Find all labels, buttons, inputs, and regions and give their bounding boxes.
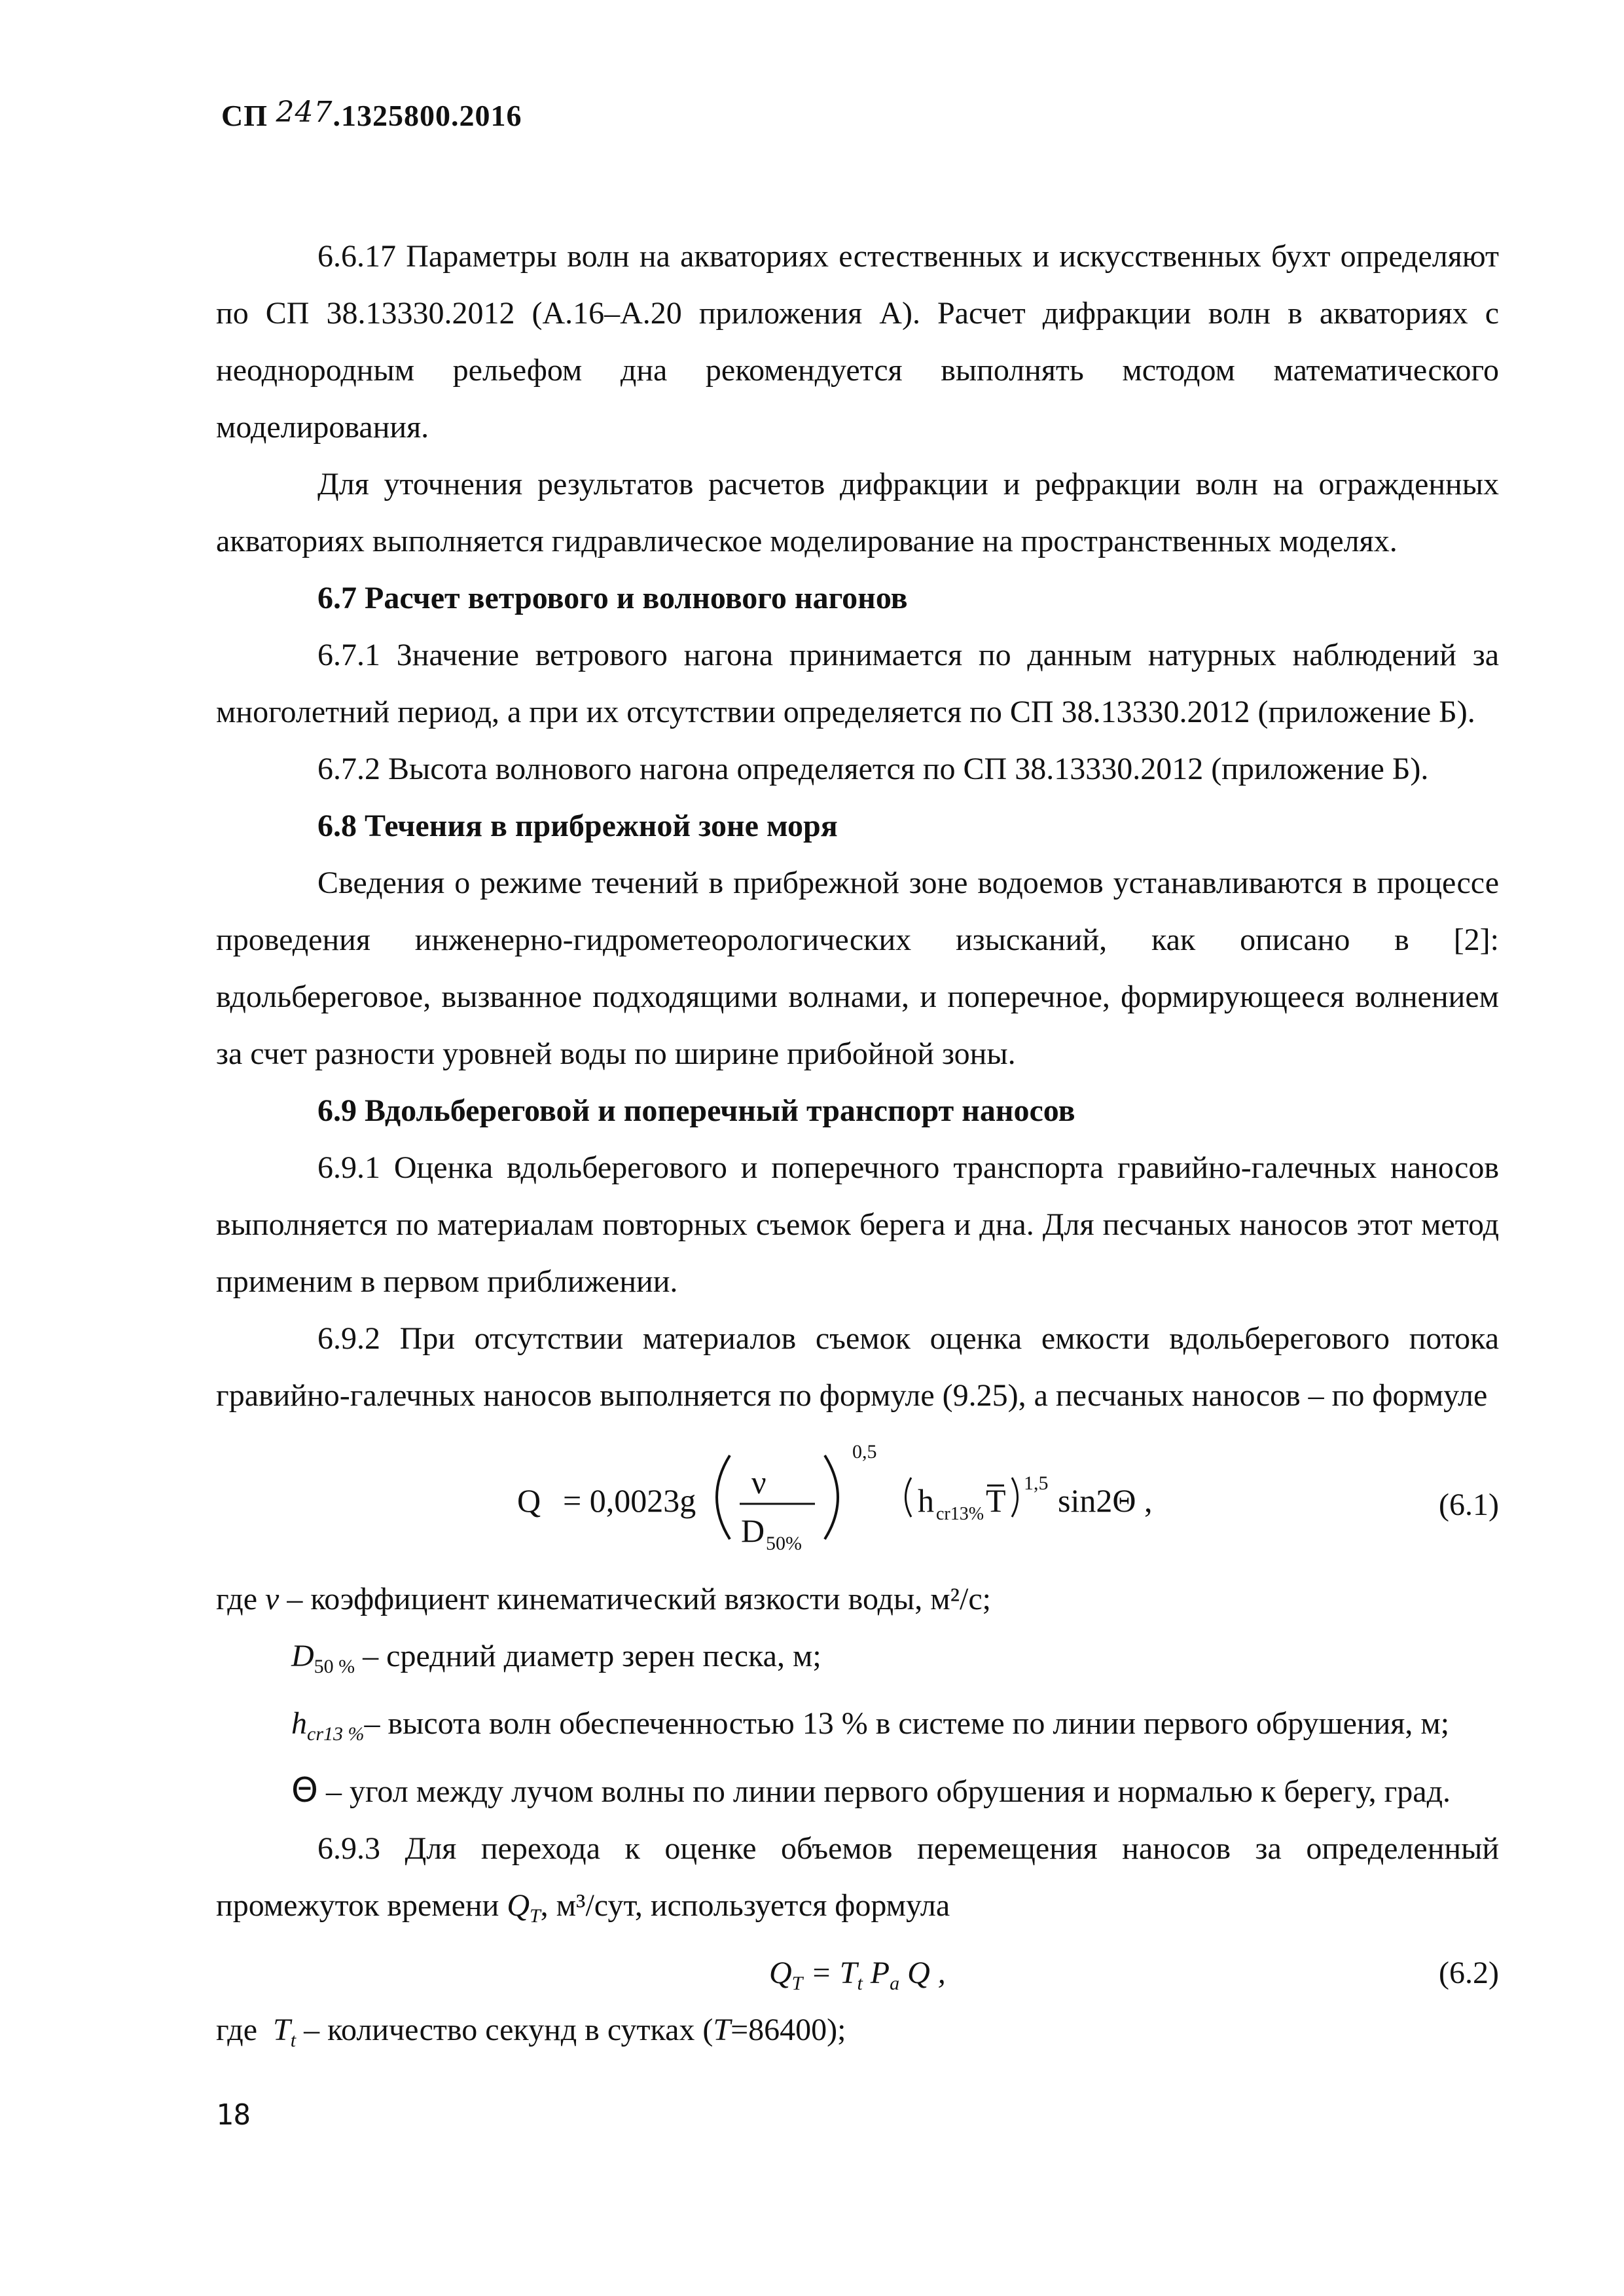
paragraph-6-7-1: 6.7.1 Значение ветрового нагона принимается по данным натурных наблюдений за многолетний период, а при их отсутствии определяется по СП 38.13330.2012 (приложение Б).	[216, 638, 1499, 729]
paragraph-6-9-3-text: 6.9.3 Для перехода к оценке объемов перемещения наносов за определенный промежуток времени	[216, 1831, 1499, 1923]
h-definition: – высота волн обеспеченностью 13 % в системе по линии первого обрушения, м;	[364, 1706, 1450, 1741]
formula-denominator: D	[741, 1512, 765, 1549]
d-symbol: D	[291, 1639, 314, 1673]
qt-symbol: Q	[507, 1888, 530, 1923]
definition-d50	[216, 1628, 1499, 1695]
definition-hcr13	[216, 1695, 1499, 1762]
d-definition: – средний диаметр зерен песка, м;	[355, 1639, 821, 1673]
h-symbol: h	[291, 1706, 307, 1741]
tt-value-symbol: T	[713, 2013, 731, 2047]
section-heading-6-9: 6.9 Вдольбереговой и поперечный транспорт наносов	[317, 1093, 1075, 1128]
formula-coefficient: = 0,0023g	[563, 1482, 696, 1519]
h-left-paren	[906, 1478, 912, 1517]
paragraph-6-9-1: 6.9.1 Оценка вдольберегового и поперечного транспорта гравийно-галечных наносов выполняется по материалам повторных съемок берега и дна. Для песчаных наносов этот метод применим в первом приближении.	[216, 1150, 1499, 1299]
definition-nu	[216, 1571, 1499, 1628]
nu-definition: – коэффициент кинематический вязкости воды, м²/с;	[279, 1582, 991, 1616]
d-subscript: 50 %	[314, 1656, 355, 1677]
paragraph-refinement: Для уточнения результатов расчетов дифракции и рефракции волн на огражденных акваториях выполняется гидравлическое моделирование на пространственных моделях.	[216, 467, 1499, 558]
formula-6-2-number: (6.2)	[1439, 1956, 1499, 1990]
formula-h: h	[918, 1482, 934, 1519]
where-label-2: где	[216, 2013, 258, 2047]
formula-lhs: Q	[517, 1482, 541, 1519]
formula-6-2-expression: $Q_T = T_t$ $P_a$ Q ,	[769, 1956, 946, 1994]
formula-tail: sin2Θ ,	[1058, 1482, 1153, 1519]
paragraph-6-9-2: 6.9.2 При отсутствии материалов съемок оценка емкости вдольберегового потока гравийно-галечных наносов выполняется по формуле (9.25), а песчаных наносов – по формуле	[216, 1321, 1499, 1413]
code-number: .1325800.2016	[333, 99, 522, 132]
formula-6-1	[216, 1424, 1499, 1571]
qt-subscript: T	[529, 1905, 541, 1927]
formula-t: T	[986, 1482, 1006, 1519]
definition-theta	[216, 1762, 1499, 1820]
handwritten-number: 247	[276, 96, 333, 129]
formula-6-1-expression	[517, 1424, 1368, 1571]
document-code-header	[221, 98, 522, 133]
code-prefix: СП	[221, 99, 268, 132]
h-right-paren	[1012, 1478, 1018, 1517]
paragraph-6-7-2: 6.7.2 Высота волнового нагона определяется по СП 38.13330.2012 (приложение Б).	[317, 752, 1429, 786]
formula-6-1-number: (6.1)	[1439, 1487, 1499, 1522]
section-heading-6-7: 6.7 Расчет ветрового и волнового нагонов	[317, 581, 908, 615]
tt-value: =86400);	[731, 2013, 846, 2047]
paragraph-6-9-3-rest: , м³/сут, используется формула	[540, 1888, 950, 1923]
theta-symbol: Θ	[291, 1771, 318, 1810]
document-body	[216, 228, 1499, 2069]
theta-definition: – угол между лучом волны по линии первого обрушения и нормалью к берегу, град.	[317, 1774, 1451, 1809]
formula-denominator-sub: 50%	[766, 1533, 802, 1554]
tt-subscript: t	[290, 2030, 297, 2051]
formula-exponent-2: 1,5	[1024, 1472, 1049, 1494]
left-paren	[717, 1455, 730, 1539]
formula-h-sub: cr13%	[936, 1504, 984, 1524]
h-subscript: cr13 %	[307, 1723, 365, 1745]
paragraph-6-9-3	[216, 1820, 1499, 1944]
right-paren	[825, 1455, 838, 1539]
section-heading-6-8: 6.8 Течения в прибрежной зоне моря	[317, 809, 838, 843]
where-label: где	[216, 1582, 258, 1616]
paragraph-6-8: Сведения о режиме течений в прибрежной зоне водоемов устанавливаются в процессе проведения инженерно-гидрометеорологических изысканий, как описано в [2]: вдольбереговое, вызванное подходящими волнами, и поперечное, формирующееся волнением за счет разности уровней воды по ширине прибойной зоны.	[216, 866, 1499, 1071]
tt-definition: – количество секунд в сутках (	[296, 2013, 713, 2047]
formula-exponent-1: 0,5	[852, 1441, 877, 1463]
tt-symbol: T	[273, 2013, 291, 2047]
formula-6-2	[216, 1944, 1499, 2001]
nu-symbol: ν	[265, 1582, 280, 1616]
page-number: 18	[216, 2098, 251, 2132]
paragraph-6-6-17: 6.6.17 Параметры волн на акваториях естественных и искусственных бухт определяют по СП 38.13330.2012 (А.16–А.20 приложения А). Расчет дифракции волн в акваториях с неоднородным рельефом дна рекомендуется выполнять мстодом математического моделирования.	[216, 239, 1499, 445]
formula-numerator: ν	[751, 1464, 767, 1501]
